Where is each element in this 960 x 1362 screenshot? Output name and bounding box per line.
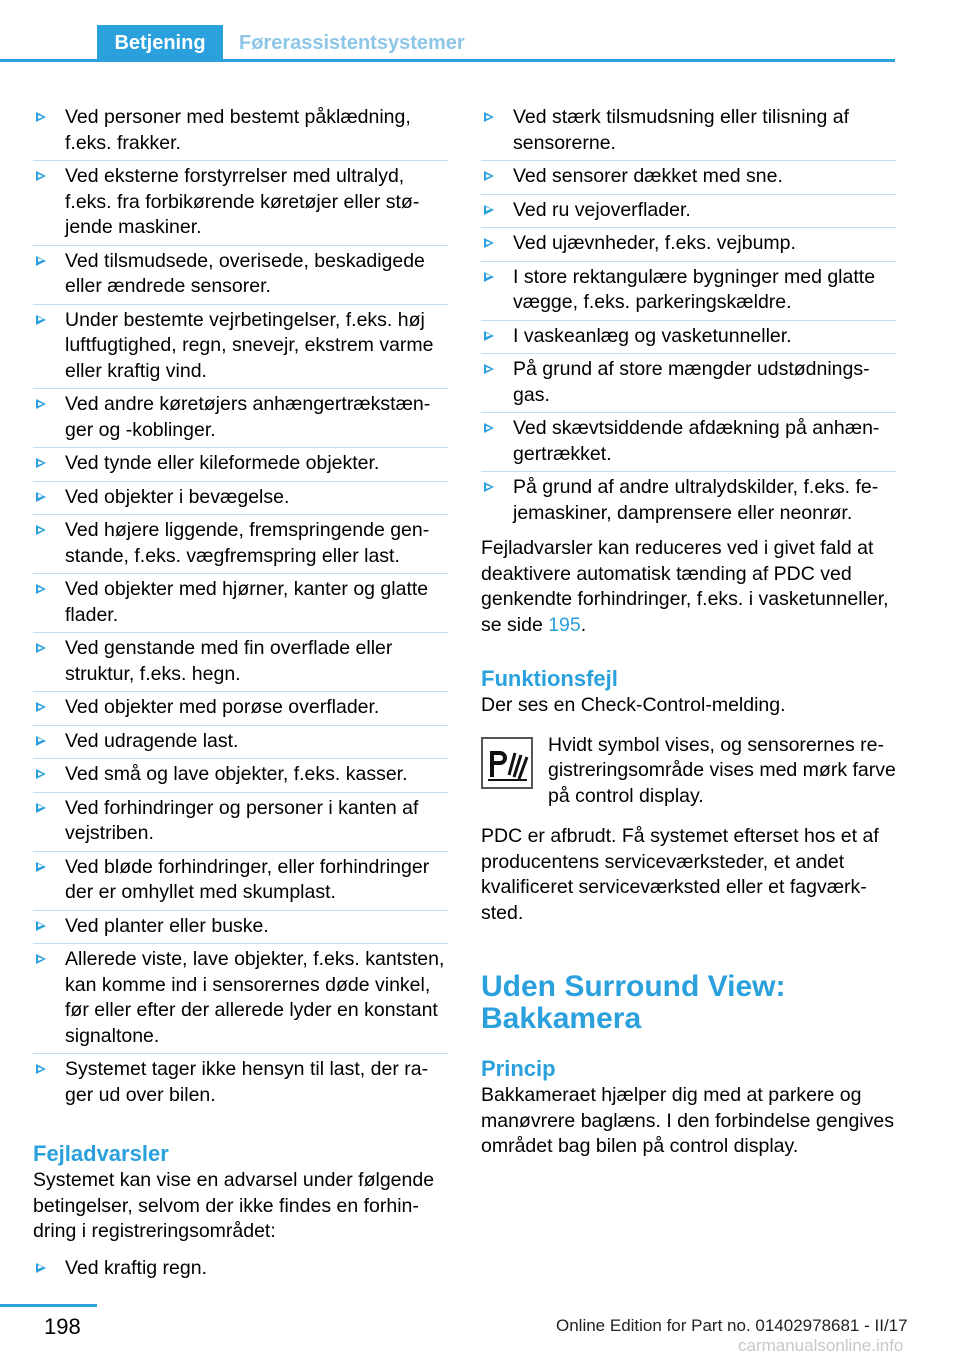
triangle-bullet-icon — [36, 256, 46, 266]
list-item — [33, 246, 448, 305]
list-item-text: Ved ujævnheder, f.eks. vejbump. — [513, 232, 796, 254]
list-item-text: Ved skævtsiddende afdækning på anhængertrækket. — [513, 417, 880, 465]
triangle-bullet-icon — [484, 331, 494, 341]
triangle-bullet-icon — [484, 423, 494, 433]
triangle-bullet-icon — [36, 584, 46, 594]
list-item-text: Systemet tager ikke hensyn til last, der rager ud over bilen. — [65, 1058, 429, 1106]
funktionsfejl-heading: Funktionsfejl — [481, 666, 618, 691]
list-item — [33, 515, 448, 574]
triangle-bullet-icon — [484, 238, 494, 248]
list-item — [33, 574, 448, 633]
list-item-text: Ved sensorer dækket med sne. — [513, 165, 783, 187]
list-item-text: Ved højere liggende, fremspringende genstande, f.eks. vægfremspring eller last. — [65, 519, 430, 567]
watermark-text: carmanualsonline.info — [738, 1336, 904, 1355]
list-item — [33, 692, 448, 726]
list-item-text: Ved objekter med hjørner, kanter og glatte flader. — [65, 578, 429, 626]
edition-text: Online Edition for Part no. 01402978681 - II/17 — [556, 1316, 908, 1335]
list-item — [481, 413, 896, 472]
list-item — [481, 354, 896, 413]
triangle-bullet-icon — [484, 112, 494, 122]
surround-subheading: Princip — [481, 1056, 556, 1081]
list-item — [481, 161, 896, 195]
list-item-text: Ved tilsmudsede, overisede, beskadigede eller ændrede sensorer. — [65, 249, 425, 297]
list-item — [33, 482, 448, 516]
reduce-text: Fejladvarsler kan reduceres ved i givet fald at deaktivere automatisk tænding af PDC ved genkendte forhindringer, f.eks. i vasketunneller, se side — [481, 537, 889, 636]
list-item — [481, 102, 896, 161]
triangle-bullet-icon — [36, 315, 46, 325]
fejladvarsler-heading: Fejladvarsler — [33, 1141, 169, 1166]
right-bullet-list — [481, 102, 896, 530]
list-item — [33, 726, 448, 760]
list-item-text: Ved ru vejoverflader. — [513, 198, 691, 221]
fejladvarsler-text: Systemet kan vise en advarsel under følgende betingelser, selvom der ikke findes en forhindring i registreringsområdet: — [33, 1169, 435, 1242]
list-item — [481, 321, 896, 355]
list-item-text: Allerede viste, lave objekter, f.eks. kantsten, kan komme ind i sensorernes døde vinkel, før eller efter der allerede lyder en konstant signaltone. — [65, 948, 445, 1047]
page-link-195[interactable]: 195 — [548, 613, 581, 636]
list-item — [33, 793, 448, 852]
list-item — [33, 852, 448, 911]
list-item — [33, 1253, 448, 1286]
triangle-bullet-icon — [36, 643, 46, 653]
list-item — [33, 389, 448, 448]
list-item — [33, 759, 448, 793]
list-item — [33, 911, 448, 945]
list-item-text: Ved genstande med fin overflade eller struktur, f.eks. hegn. — [65, 637, 393, 685]
triangle-bullet-icon — [36, 736, 46, 746]
list-item — [481, 228, 896, 262]
list-item-text: Ved objekter med porøse overflader. — [65, 696, 380, 718]
list-item-text: Ved tynde eller kileformede objekter. — [65, 452, 380, 474]
header-section-tab: Betjening — [97, 25, 223, 62]
funktionsfejl-text2: PDC er afbrudt. Få systemet efterset hos et af producentens serviceværksteder, et andet kvalificeret serviceværksted eller et fagværksted. — [481, 825, 879, 924]
list-item — [481, 472, 896, 530]
triangle-bullet-icon — [36, 769, 46, 779]
list-item — [33, 448, 448, 482]
list-item-text: Ved små og lave objekter, f.eks. kasser. — [65, 763, 408, 785]
list-item-text: Ved objekter i bevægelse. — [65, 485, 290, 508]
list-item — [33, 944, 448, 1054]
list-item — [33, 1054, 448, 1112]
triangle-bullet-icon — [36, 171, 46, 181]
left-column — [33, 102, 448, 1285]
header-rule — [0, 59, 895, 62]
surround-title: Uden Surround View: Bakkamera — [481, 970, 786, 1035]
triangle-bullet-icon — [36, 803, 46, 813]
triangle-bullet-icon — [36, 954, 46, 964]
surround-text: Bakkameraet hjælper dig med at parkere og manøvrere baglæns. I den forbindelse gengives området bag bilen på control display. — [481, 1084, 894, 1157]
list-item-text: Ved stærk tilsmudsning eller tilisning af sensorerne. — [513, 106, 849, 154]
list-item-text: Under bestemte vejrbetingelser, f.eks. høj luftfugtighed, regn, snevejr, ekstrem varme eller kraftig vind. — [65, 308, 434, 382]
list-item-text: I vaskeanlæg og vasketunneller. — [513, 324, 792, 347]
triangle-bullet-icon — [36, 492, 46, 502]
list-item-text: Ved personer med bestemt påklædning, f.eks. frakker. — [65, 106, 411, 154]
list-item-text: Ved kraftig regn. — [65, 1256, 208, 1279]
list-item — [33, 633, 448, 692]
list-item — [481, 262, 896, 321]
list-item — [33, 161, 448, 246]
left-bullet-list — [33, 102, 448, 1112]
triangle-bullet-icon — [36, 862, 46, 872]
list-item-text: I store rektangulære bygninger med glatte vægge, f.eks. parkeringskældre. — [513, 265, 876, 313]
triangle-bullet-icon — [484, 205, 494, 215]
triangle-bullet-icon — [36, 702, 46, 712]
footer-rule — [0, 1304, 97, 1307]
triangle-bullet-icon — [484, 171, 494, 181]
pdc-icon-row — [481, 733, 896, 810]
list-item-text: Ved planter eller buske. — [65, 914, 269, 937]
list-item-text: Ved udragende last. — [65, 729, 239, 752]
triangle-bullet-icon — [36, 399, 46, 409]
list-item-text: Ved forhindringer og personer i kanten af vejstriben. — [65, 796, 419, 844]
list-item-text: Ved eksterne forstyrrelser med ultralyd, f.eks. fra forbikørende køretøjer eller støjende maskiner. — [65, 165, 420, 238]
list-item-text: På grund af andre ultralydskilder, f.eks. fejemaskiner, damprensere eller neonrør. — [513, 476, 879, 524]
reduce-end: . — [580, 613, 587, 636]
header-subsection-tab: Førerassistentsystemer — [239, 32, 465, 54]
pdc-icon-text: Hvidt symbol vises, og sensorernes registreringsområde vises med mørk farve på control display. — [548, 733, 896, 807]
triangle-bullet-icon — [36, 1064, 46, 1074]
list-item-text: På grund af store mængder udstødningsgas. — [513, 358, 870, 406]
triangle-bullet-icon — [36, 1263, 46, 1273]
list-item — [33, 102, 448, 161]
funktionsfejl-text: Der ses en Check-Control-melding. — [481, 694, 786, 716]
right-column — [481, 102, 896, 1160]
list-item — [33, 305, 448, 390]
list-item-text: Ved andre køretøjers anhængertrækstænger og -koblinger. — [65, 393, 431, 441]
triangle-bullet-icon — [36, 525, 46, 535]
triangle-bullet-icon — [484, 482, 494, 492]
page-number: 198 — [44, 1314, 81, 1339]
list-item — [481, 195, 896, 229]
triangle-bullet-icon — [36, 112, 46, 122]
page-header — [0, 25, 895, 62]
reduce-paragraph — [481, 536, 896, 638]
triangle-bullet-icon — [484, 364, 494, 374]
triangle-bullet-icon — [484, 272, 494, 282]
pdc-warning-icon — [481, 737, 533, 789]
list-item-text: Ved bløde forhindringer, eller forhindringer der er omhyllet med skumplast. — [65, 855, 430, 903]
fejladvarsler-bullet-list — [33, 1253, 448, 1286]
triangle-bullet-icon — [36, 458, 46, 468]
triangle-bullet-icon — [36, 921, 46, 931]
